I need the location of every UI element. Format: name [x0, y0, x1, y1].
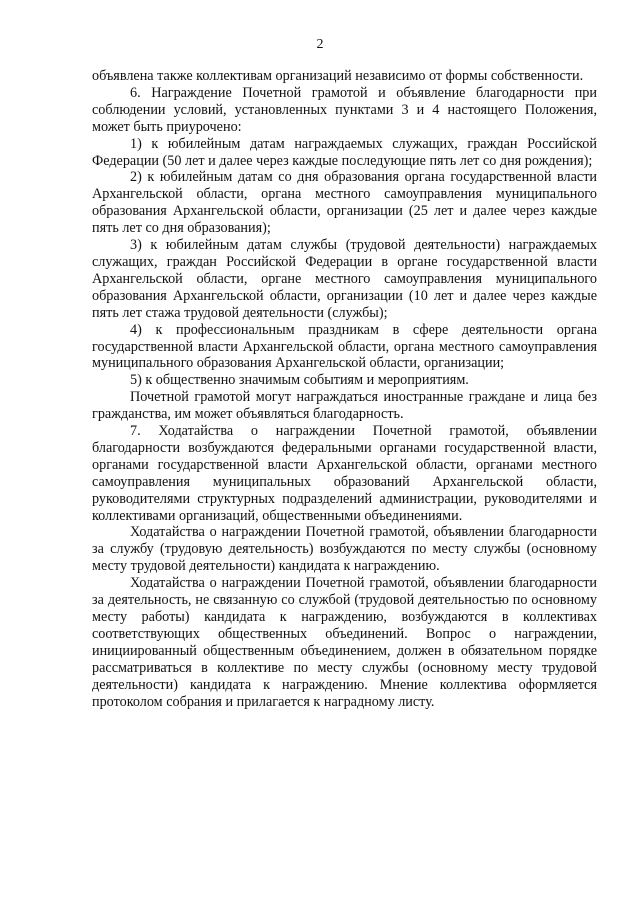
list-item-2: 2) к юбилейным датам со дня образования органа государственной власти Архангельской области, органа местного самоуправления муниципального образования Архангельской области, организации (25 лет и далее через каждые пять лет со дня образования);	[92, 169, 597, 237]
list-item-4: 4) к профессиональным праздникам в сфере деятельности органа государственной власти Архангельской области, органа местного самоуправления муниципального образования Архангельской области, организации;	[92, 321, 597, 372]
list-item-5: 5) к общественно значимым событиям и мероприятиям.	[130, 372, 469, 389]
paragraph-item-7: 7. Ходатайства о награждении Почетной грамотой, объявлении благодарности возбуждаются федеральными органами государственной власти, органами государственной власти Архангельской области, органами местного самоуправления муниципальных образований Архангельской области, руководителями структурных подразделений администрации, руководителями и коллективами организаций, общественными объединениями.	[92, 423, 597, 524]
page-number: 2	[316, 37, 324, 52]
paragraph-petitions-public: Ходатайства о награждении Почетной грамотой, объявлении благодарности за деятельность, не связанную со службой (трудовой деятельностью по основному месту работы) кандидата к награждению, возбуждаются в коллективах соответствующих общественных объединений. Вопрос о награждении, инициированный общественным объединением, должен в обязательном порядке рассматриваться в коллективе по месту службы (основному месту трудовой деятельности) кандидата к награждению. Мнение коллектива оформляется протоколом собрания и прилагается к наградному листу.	[92, 575, 597, 710]
paragraph-foreign-citizens: Почетной грамотой могут награждаться иностранные граждане и лица без гражданства, им может объявляться благодарность.	[92, 389, 597, 423]
list-item-1: 1) к юбилейным датам награждаемых служащих, граждан Российской Федерации (50 лет и далее через каждые последующие пять лет со дня рождения);	[92, 135, 597, 169]
list-item-3: 3) к юбилейным датам службы (трудовой деятельности) награждаемых служащих, граждан Российской Федерации в органе государственной власти Архангельской области, органе местного самоуправления муниципального образования Архангельской области, организации (10 лет и далее через каждые пять лет стажа трудовой деятельности (службы);	[92, 237, 597, 321]
paragraph-petitions-service: Ходатайства о награждении Почетной грамотой, объявлении благодарности за службу (трудовую деятельность) возбуждаются по месту службы (основному месту трудовой деятельности) кандидата к награждению.	[92, 524, 597, 575]
document-body	[92, 68, 597, 710]
paragraph-continuation: объявлена также коллективам организаций независимо от формы собственности.	[92, 68, 584, 84]
paragraph-item-6: 6. Награждение Почетной грамотой и объявление благодарности при соблюдении условий, установленных пунктами 3 и 4 настоящего Положения, может быть приурочено:	[92, 84, 597, 135]
